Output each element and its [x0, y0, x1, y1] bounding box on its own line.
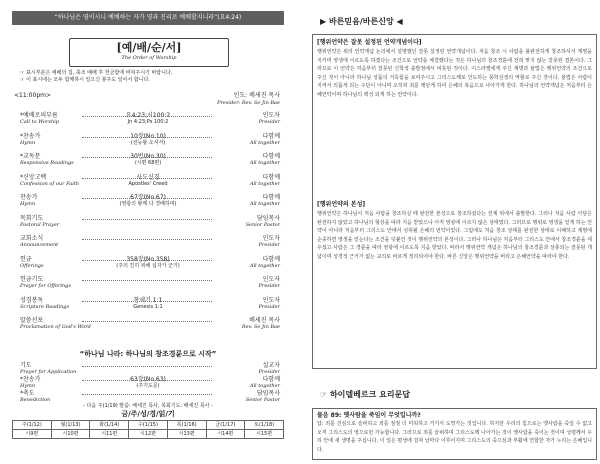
order-dotted-line	[82, 380, 212, 381]
order-item-leader: 인도자	[262, 112, 280, 119]
order-dotted-line	[82, 321, 212, 322]
reading-chapter: 시14편	[206, 430, 245, 439]
order-item-detail-en: (영광의 왕께 다 경배하며)	[119, 201, 177, 207]
reading-chapter: 시12편	[129, 430, 168, 439]
order-item-leader: 인도자	[262, 276, 280, 283]
order-item-leader-en: Presider	[258, 283, 280, 289]
worship-note-2: ☞ 이 표시에는 모두 함께하시 일으신 봉주도 일어서 합니다.	[20, 77, 150, 83]
order-item-leader: 담임목사	[256, 214, 280, 222]
order-item-leader-en: All together	[249, 383, 280, 389]
reading-day: 금(1/17)	[206, 421, 245, 430]
order-item-leader-en: Rev. Se Jin Bae	[241, 324, 280, 330]
order-item-detail-en: (시편 68편)	[134, 160, 162, 166]
order-item-en: Prayer for Offerings	[20, 283, 71, 289]
article-heading-2: [행위언약의 본성]	[317, 201, 366, 208]
order-item-leader: 담임목사	[256, 390, 280, 397]
reading-chapters-row	[13, 430, 284, 439]
order-item-leader: 인도자	[262, 235, 280, 242]
reading-day: 화(1/14)	[90, 421, 129, 430]
reading-day: 주(1/12)	[13, 421, 52, 430]
order-item-en: Benediction	[20, 397, 51, 403]
sermon-title: “하나님 나라: 하나님의 창조경륜으로 시작”	[79, 350, 217, 358]
leader-en: Presider: Rev. Se Jin Bae	[217, 100, 280, 106]
order-item-leader: 다함께	[262, 194, 280, 201]
order-dotted-line	[82, 366, 212, 367]
order-dotted-line	[82, 260, 212, 261]
order-item-leader-en: Presider	[258, 303, 280, 310]
order-item-en: Hymn	[20, 201, 36, 207]
order-item-leader: 설교자	[262, 362, 280, 369]
order-item-name: 말씀선포	[20, 317, 44, 324]
order-item-en: Call to Worship	[20, 119, 59, 125]
order-item-detail: 10장(No.10)	[130, 132, 166, 140]
article-paragraph-2: 행위언약은 하나님이 처음 사람을 창조하실 때 완전한 본성으로 창조하셨다는 전제 위에서 출발한다. 그러나 처음 사람 아담은 완전하지 않았고 하나님의 형상을 따라 지음 받았으나 아직 영광에 이르지 않은 상태였다. 그러므로 행위로 영생을 얻게 하는 언약이 아니라 처음부터 그리스도 안에서 성취될 은혜의 언약이었다. 그럼에도 처음 창조 상태를 완전한 상태로 이해하고 계명에 순종하면 영생을 얻는다는 조건을 덧붙인 것이 행위언약의 본성이다. 그러나 하나님은 처음부터 그리스도 안에서 창조경륜을 세우셨고 사람은 그 경륜을 따라 영광에 이르도록 지음 받았다. 따라서 행위언약 개념은 하나님의 창조경륜과 상충되는 잘못된 개념이며 성경적 근거가 없는 교리로 바르게 정리되어야 한다. 바른 신앙은 행위언약을 버리고 은혜언약을 따라야 한다.	[317, 211, 592, 260]
order-dotted-line	[82, 198, 212, 199]
order-item-detail-en: Genesis 1:1	[133, 303, 163, 310]
order-item-name: 찬송가	[20, 194, 38, 201]
order-item-detail: 67장(No.67)	[130, 194, 166, 201]
order-dotted-line	[82, 394, 212, 395]
order-item-detail: 사도신경	[136, 173, 160, 181]
reading-days-row	[13, 421, 284, 430]
order-dotted-line	[82, 301, 212, 302]
reading-chapter: 시13편	[167, 430, 206, 439]
order-item-detail-en: (주의 친히 위해 십자가 군기)	[116, 262, 180, 269]
order-item-name: *찬송가	[20, 132, 41, 140]
order-item-name: *찬송가	[20, 376, 41, 383]
order-item-en: Pastoral Prayer	[20, 221, 60, 228]
worship-note-1: ☞ 표시부분은 예배의 집, 축조 예배 후 헌금함에 바쳐주시기 바랍니다.	[20, 70, 173, 76]
reading-day: 목(1/16)	[167, 421, 206, 430]
reading-schedule-title: 금/주/성/경/읽/기	[121, 410, 175, 418]
order-item-en: Announcement	[20, 242, 59, 248]
catechism-question: 물음 89: 옛사람을 죽임이 무엇입니까?	[317, 412, 421, 419]
article-heading-1: [행위언약은 잘못 설정된 언약개념이다]	[317, 39, 422, 46]
order-item-detail: 63장(No.63)	[130, 376, 166, 383]
reading-chapter: 시15편	[245, 430, 284, 439]
order-dotted-line	[82, 116, 212, 117]
order-item-name: *교독문	[20, 153, 41, 160]
order-item-en: Hymn	[20, 383, 36, 389]
catechism-box	[312, 408, 597, 460]
order-item-en: Responsive Readings	[20, 160, 74, 166]
order-dotted-line	[82, 239, 212, 240]
section-title-catechism: ☞ 하이델베르크 요리문답	[320, 390, 411, 399]
order-item-name: 교회소식	[20, 235, 44, 242]
quote-banner: “하나님은 영이시니 예배하는 자가 영과 진리로 예배할지니라”(요4:24)	[12, 11, 284, 25]
catechism-answer: 답: 죄를 진심으로 슬퍼하고 죄를 점점 더 미워하고 거기서 도망가는 것입니다. 하지만 우리의 힘으로는 옛사람을 죽일 수 없고 오직 그리스도의 영으로만 가능합니다. 그러므로 죄를 슬퍼하며 그리스도께 나아가는 것이 옛사람을 죽이는 것이며 성령께서 우리 안에 새 생명을 주십니다. 이 일은 평생에 걸쳐 날마다 이루어지며 그리스도의 죽으심과 부활에 연합한 자가 누리는 은혜입니다.	[317, 421, 592, 453]
order-item-detail: 요4:23;시100:2	[125, 112, 171, 119]
order-item-leader-en: All together	[249, 262, 280, 269]
order-item-detail-en: (주기도문)	[136, 383, 160, 389]
order-item-leader-en: Presider	[258, 242, 280, 248]
order-item-leader: 다함께	[262, 376, 280, 383]
order-item-leader-en: All together	[249, 201, 280, 207]
article-paragraph-1: 행위언약은 위의 언약개념 논의에서 설명했던 잘못 설정된 언약개념이다. 처음 창조 시 사람을 불완전하게 창조하셔서 계명을 지키며 영생에 이르도록 하겠다는 조건으로 언약을 체결했다는 것은 하나님의 창조경륜에 전혀 맞지 않는 잘못된 결론이다. 그러므로 이 언약은 처음부터 잘못된 신학적 출발점에서 비롯된 것이다. 이스라엘에게 주신 계명과 율법은 행위언약의 조건으로 주신 것이 아니라 하나님 성품의 거룩함을 보여주시고 그리스도께로 인도하는 몽학선생의 역할로 주신 것이다. 율법은 사람이 지켜서 의롭게 되는 수단이 아니며 오히려 죄를 깨닫게 하여 은혜의 복음으로 나아가게 한다. 하나님의 언약개념은 처음부터 은혜언약이며 하나님의 백성 되게 하는 언약이다.	[317, 49, 592, 98]
order-item-name: *예배로의부름	[20, 112, 58, 119]
reading-day: 토(1/18)	[245, 421, 284, 430]
reading-chapter: 시10편	[51, 430, 90, 439]
order-item-name: 목회기도	[20, 214, 44, 222]
order-item-leader-en: Senior Pastor	[245, 221, 280, 228]
order-item-name: 헌금기도	[20, 276, 44, 283]
order-item-detail: 창세기 1:1	[133, 296, 163, 304]
order-item-leader: 다함께	[262, 173, 280, 181]
worship-title-box	[69, 38, 229, 67]
leader-label: 인도: 배세진 목사	[233, 92, 280, 99]
order-dotted-line	[82, 178, 212, 179]
order-item-detail-en: (전능왕 오셔서)	[130, 139, 166, 146]
order-item-detail: 30번(No.30)	[130, 153, 166, 160]
order-item-detail-en: Jn 4:23;Ps 100:2	[127, 119, 169, 125]
order-item-detail-en: Apostles' Creed	[128, 180, 168, 187]
order-item-leader: 다함께	[262, 153, 280, 160]
order-item-name: 성경봉독	[20, 296, 44, 304]
order-item-en: Hymn	[20, 139, 36, 146]
order-item-en: Prayer for Application	[20, 369, 77, 375]
order-dotted-line	[82, 157, 212, 158]
order-item-leader: 다함께	[262, 132, 280, 140]
order-item-en: Scripture Readings	[20, 303, 70, 310]
order-item-leader-en: All together	[249, 160, 280, 166]
order-item-leader: 다함께	[262, 255, 280, 263]
order-item-leader-en: All together	[249, 180, 280, 187]
order-dotted-line	[82, 280, 212, 281]
belief-article-box	[312, 34, 597, 369]
order-item-leader-en: Presider	[258, 369, 280, 375]
reading-schedule-table	[12, 420, 284, 439]
order-item-leader-en: Senior Pastor	[245, 397, 280, 403]
order-dotted-line	[82, 137, 212, 138]
order-item-name: *신앙고백	[20, 173, 47, 181]
order-item-en: Confession of our Faith	[20, 180, 80, 187]
order-item-name: 기도	[20, 362, 32, 369]
worship-time: <11:00pm>	[14, 92, 51, 99]
order-item-leader: 배세진 목사	[249, 317, 280, 324]
order-item-leader-en: All together	[249, 139, 280, 146]
worship-subtitle: The Order of Worship	[121, 55, 177, 61]
order-item-en: Proclamation of God's Word	[20, 324, 91, 330]
next-week-note: - 다음 주(1/19) 말씀: 배세진 목사, 목회기도: 배세진 목사 -	[83, 403, 213, 409]
reading-day: 수(1/15)	[129, 421, 168, 430]
order-item-leader: 인도자	[262, 296, 280, 304]
order-item-name: *축도	[20, 390, 35, 397]
reading-day: 월(1/13)	[51, 421, 90, 430]
section-title-right-belief: ▶ 바른믿음/바른신앙 ◀	[320, 17, 403, 26]
worship-title: [예/배/순/서]	[116, 41, 182, 54]
reading-chapter: 시9편	[13, 430, 52, 439]
order-dotted-line	[82, 219, 212, 220]
order-item-detail: 358장(No.358)	[126, 255, 170, 263]
order-item-name: 헌금	[20, 255, 32, 263]
order-item-leader-en: Presider	[258, 119, 280, 125]
reading-chapter: 시11편	[90, 430, 129, 439]
order-item-en: Offerings	[20, 262, 44, 269]
